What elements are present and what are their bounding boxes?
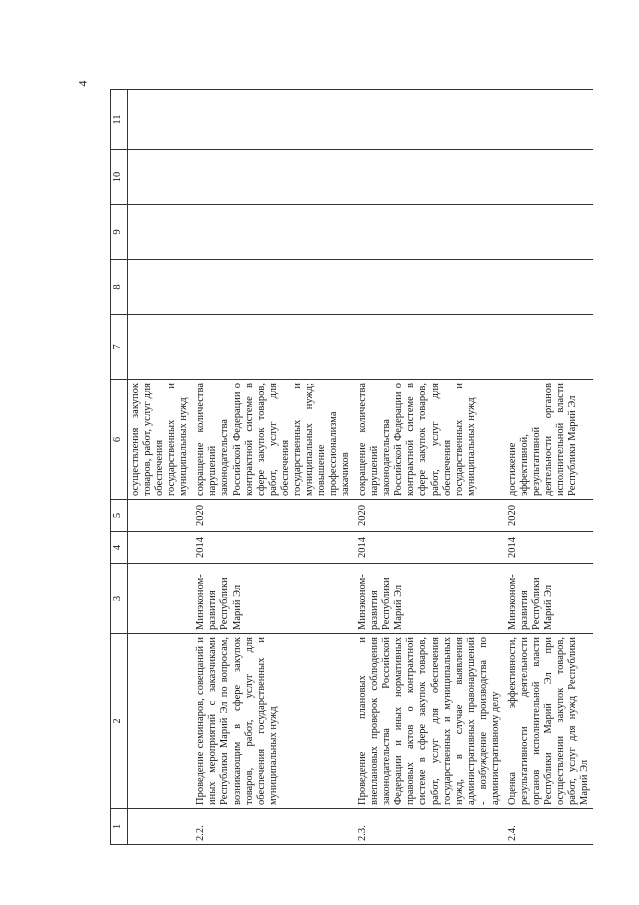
header-cell: 8 bbox=[111, 260, 128, 315]
table-row bbox=[504, 90, 593, 845]
row-executor: Минэконом-развития Республики Марий Эл bbox=[192, 564, 354, 634]
header-cell: 7 bbox=[111, 315, 128, 380]
header-cell: 4 bbox=[111, 532, 128, 564]
row-number: 2.2. bbox=[192, 809, 354, 845]
table-row bbox=[192, 90, 354, 845]
header-cell: 2 bbox=[111, 634, 128, 809]
table-row-continuation bbox=[128, 90, 193, 845]
header-cell: 6 bbox=[111, 380, 128, 500]
program-table bbox=[110, 89, 593, 845]
row-start-year: 2014 bbox=[192, 532, 354, 564]
header-cell: 9 bbox=[111, 205, 128, 260]
header-cell: 3 bbox=[111, 564, 128, 634]
row-description: Проведение семинаров, совещаний и иных мероприятий с заказчиками Республики Марий Эл по вопросам, возникающим в сфере закупок товаров, работ, услуг для обеспечения государственных и муниципальных нужд bbox=[192, 634, 354, 809]
header-cell: 1 bbox=[111, 809, 128, 845]
row-description: Проведение плановых и внеплановых проверок соблюдения законодательства Российской Федерации и иных нормативных правовых актов о контрактной системе в сфере закупок товаров, работ, услуг для обеспечения государственных и муниципальных нужд, в случае выявления административных правонарушений - возбуждение производства по административному делу bbox=[354, 634, 504, 809]
row-number: 2.3. bbox=[354, 809, 504, 845]
result-cell: осуществления закупок товаров, работ, услуг для обеспечения государственных и муниципальных нужд bbox=[128, 380, 193, 500]
row-number: 2.4. bbox=[504, 809, 593, 845]
row-result: достижение эффективной, результативной деятельности органов исполнительной власти Республики Марий Эл bbox=[504, 380, 593, 500]
row-end-year: 2020 bbox=[504, 500, 593, 532]
row-description: Оценка эффективности, результативности деятельности органов исполнительной власти Республики Марий Эл при осуществлении закупок товаров, работ, услуг для нужд Республики Марий Эл bbox=[504, 634, 593, 809]
header-cell: 10 bbox=[111, 150, 128, 205]
row-end-year: 2020 bbox=[192, 500, 354, 532]
row-end-year: 2020 bbox=[354, 500, 504, 532]
table-row bbox=[354, 90, 504, 845]
header-cell: 11 bbox=[111, 90, 128, 150]
row-executor: Минэконом-развития Республики Марий Эл bbox=[354, 564, 504, 634]
row-result: сокращение количества нарушений законодательства Российской Федерации о контрактной системе в сфере закупок товаров, работ, услуг для обеспечения государственных и муниципальных нужд bbox=[354, 380, 504, 500]
table-header-row bbox=[111, 90, 128, 845]
rotated-table-container bbox=[110, 90, 591, 845]
header-cell: 5 bbox=[111, 500, 128, 532]
page-number: 4 bbox=[75, 80, 90, 87]
row-result: сокращение количества нарушений законодательства Российской Федерации о контрактной системе в сфере закупок товаров, работ, услуг для обеспечения государственных и муниципальных нужд; повышение профессионализма закачиков bbox=[192, 380, 354, 500]
row-start-year: 2014 bbox=[504, 532, 593, 564]
row-executor: Минэконом-развития Республики Марий Эл bbox=[504, 564, 593, 634]
row-start-year: 2014 bbox=[354, 532, 504, 564]
